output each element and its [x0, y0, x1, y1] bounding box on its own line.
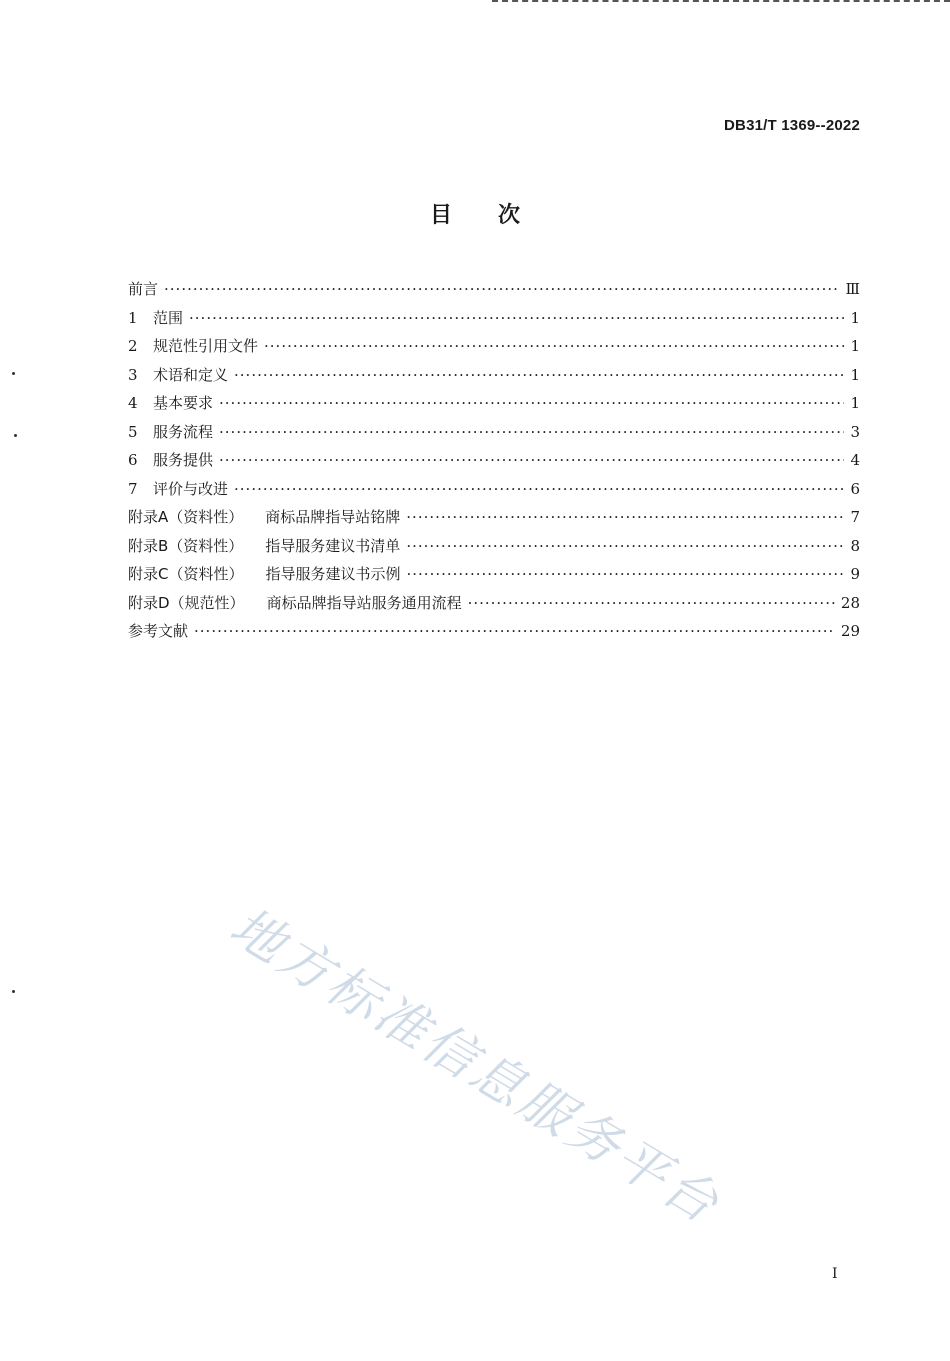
toc-page-number: Ⅲ — [845, 280, 860, 298]
toc-page-number: 28 — [840, 593, 860, 612]
toc-item-service-process[interactable] — [128, 421, 860, 450]
toc-leader-dots — [234, 480, 844, 498]
toc-page-number: 4 — [850, 451, 860, 469]
toc-item-appendix-a[interactable] — [128, 506, 860, 535]
toc-number: 6 — [128, 451, 138, 469]
top-border-line — [492, 0, 950, 2]
toc-subtitle: 商标品牌指导站服务通用流程 — [266, 593, 462, 612]
document-code: DB31/T 1369--2022 — [724, 117, 860, 134]
scan-speck — [12, 372, 15, 375]
toc-label: 参考文献 — [128, 622, 189, 640]
toc-page-number: 7 — [850, 508, 860, 526]
watermark-text: 地方标准信息服务平台 — [219, 896, 731, 1237]
toc-label: 服务提供 — [153, 451, 214, 469]
toc-item-bibliography[interactable] — [128, 620, 860, 649]
toc-page-number: 1 — [850, 337, 860, 355]
toc-page-number: 1 — [850, 365, 860, 384]
toc-label: 范围 — [153, 308, 184, 327]
toc-item-basic-requirements[interactable] — [128, 392, 860, 421]
toc-leader-dots — [219, 451, 844, 469]
toc-number: 1 — [128, 308, 138, 327]
toc-number: 4 — [128, 394, 138, 412]
toc-leader-dots — [234, 366, 844, 384]
toc-label: 附录A（资料性） — [128, 508, 244, 526]
toc-label: 附录C（资料性） — [128, 565, 244, 583]
toc-item-appendix-b[interactable] — [128, 535, 860, 564]
toc-item-appendix-c[interactable] — [128, 563, 860, 592]
toc-item-normative-references[interactable] — [128, 335, 860, 364]
toc-page-number: 29 — [840, 622, 860, 640]
toc-leader-dots — [264, 337, 844, 355]
toc-leader-dots — [219, 394, 844, 412]
toc-leader-dots — [406, 508, 844, 526]
scan-speck — [12, 990, 15, 993]
toc-page-number: 1 — [850, 308, 860, 327]
toc-leader-dots — [164, 280, 840, 298]
toc-label: 附录D（规范性） — [128, 593, 245, 612]
toc-label: 规范性引用文件 — [153, 337, 259, 355]
toc-page-number: 3 — [850, 422, 860, 441]
toc-page-number: 9 — [850, 565, 860, 583]
toc-leader-dots — [194, 622, 835, 640]
toc-page-number: 1 — [850, 394, 860, 412]
toc-leader-dots — [219, 423, 844, 441]
toc-number: 3 — [128, 365, 138, 384]
toc-number: 7 — [128, 479, 138, 498]
toc-label: 评价与改进 — [153, 479, 229, 498]
toc-leader-dots — [407, 565, 845, 583]
toc-label: 前言 — [128, 280, 159, 298]
toc-label: 附录B（资料性） — [128, 536, 244, 555]
toc-label: 基本要求 — [153, 394, 214, 412]
toc-leader-dots — [406, 537, 844, 555]
table-of-contents — [128, 278, 860, 649]
toc-label: 服务流程 — [153, 422, 214, 441]
toc-item-service-provision[interactable] — [128, 449, 860, 478]
toc-subtitle: 指导服务建议书清单 — [265, 536, 401, 555]
page-number: I — [832, 1266, 838, 1282]
toc-item-terms[interactable] — [128, 364, 860, 393]
toc-page-number: 8 — [850, 536, 860, 555]
toc-item-foreword[interactable] — [128, 278, 860, 307]
page-title: 目次 — [429, 203, 566, 228]
toc-leader-dots — [189, 309, 844, 327]
toc-item-evaluation[interactable] — [128, 478, 860, 507]
toc-subtitle: 商标品牌指导站铭牌 — [265, 508, 401, 526]
toc-item-scope[interactable] — [128, 307, 860, 336]
toc-leader-dots — [468, 594, 835, 612]
toc-page-number: 6 — [850, 479, 860, 498]
toc-subtitle: 指导服务建议书示例 — [265, 565, 401, 583]
toc-number: 5 — [128, 422, 138, 441]
toc-number: 2 — [128, 337, 138, 355]
scan-speck — [14, 434, 17, 437]
toc-item-appendix-d[interactable] — [128, 592, 860, 621]
toc-label: 术语和定义 — [153, 365, 229, 384]
